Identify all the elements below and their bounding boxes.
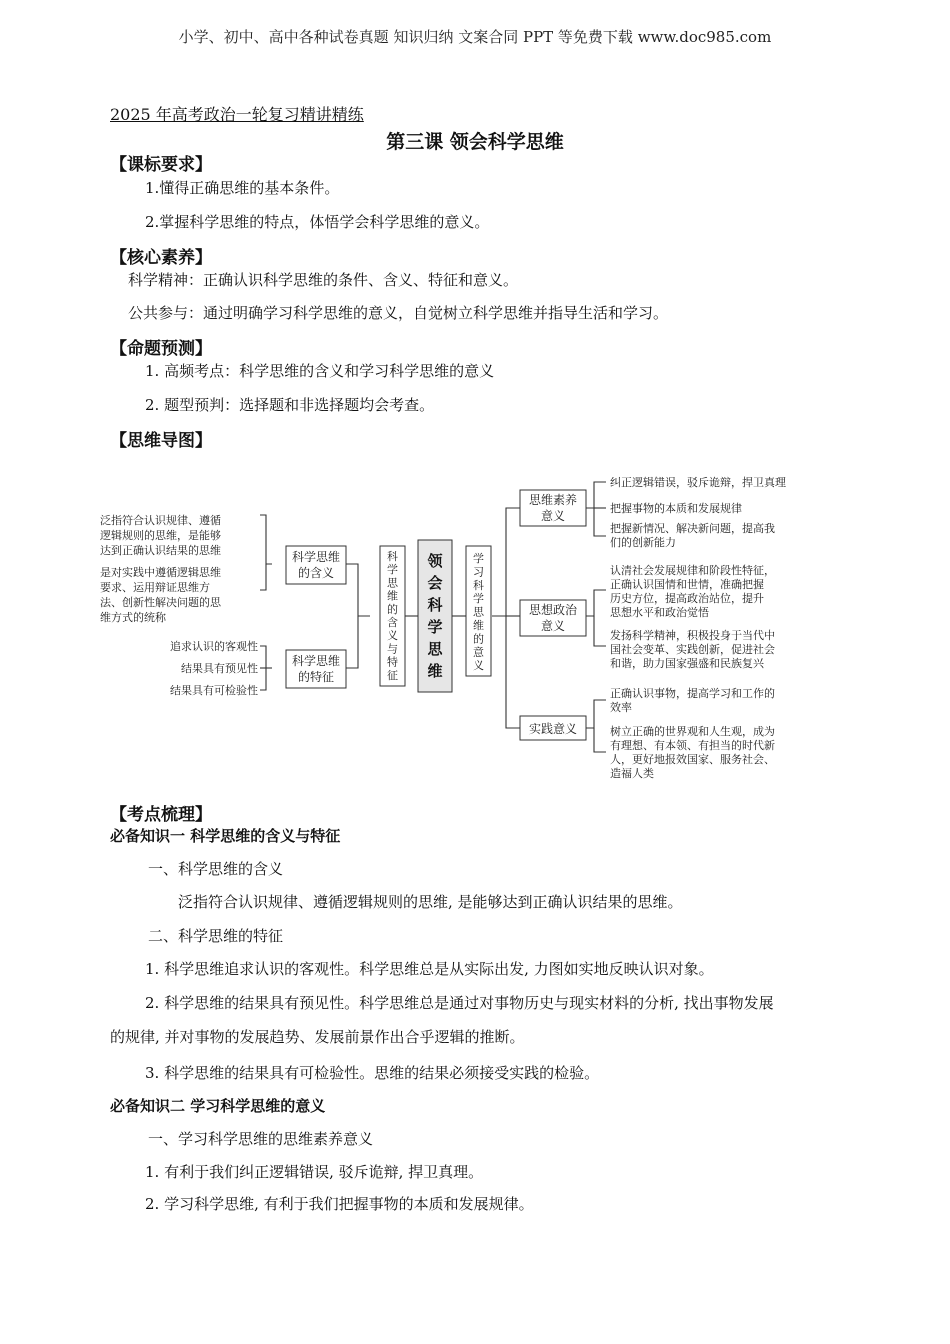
sig-item-line: 思想水平和政治觉悟: [610, 606, 709, 619]
forecast-heading: 【命题预测】: [110, 339, 212, 359]
lesson-title: 第三课 领会科学思维: [386, 131, 564, 153]
sig3-items: [610, 686, 775, 780]
curriculum-item: 2.掌握科学思维的特点，体悟学会科学思维的意义。: [145, 213, 490, 231]
box-line: 思想政治: [528, 603, 578, 617]
box-line: 的特征: [297, 670, 335, 684]
vertical-char: 含: [387, 616, 398, 629]
vertical-char: 科: [387, 550, 398, 563]
leaf-line: 法、创新性解决问题的思: [100, 596, 221, 609]
meaning-leaf-2: [100, 565, 222, 624]
vertical-char: 会: [427, 574, 443, 592]
mindmap-heading: 【思维导图】: [110, 431, 212, 451]
box-line: 意义: [540, 509, 566, 523]
literacy-item: 公共参与：通过明确学习科学思维的意义，自觉树立科学思维并指导生活和学习。: [128, 304, 669, 322]
leaf-line: 维方式的统称: [100, 611, 166, 624]
sig-item-line: 正确认识国情和世情，准确把握: [610, 578, 764, 591]
sig-item-line: 认清社会发展规律和阶段性特征，: [610, 564, 775, 577]
k1-subheading: 二、科学思维的特征: [148, 927, 284, 945]
vertical-char: 思: [473, 605, 484, 619]
vertical-char: 征: [387, 668, 398, 682]
meaning-box: [286, 546, 346, 584]
leaf-line: 逻辑规则的思维，是能够: [100, 529, 221, 542]
sig-item-line: 发扬科学精神，积极投身于当代中: [610, 629, 775, 642]
sig-item-line: 人，更好地报效国家、服务社会、: [610, 753, 775, 766]
sig3-box: [520, 716, 586, 740]
box-line: 科学思维: [291, 550, 341, 564]
vertical-char: 维: [473, 619, 484, 632]
k2-subheading: 一、学习科学思维的思维素养意义: [148, 1130, 374, 1148]
meaning-leaf-1: [100, 513, 221, 557]
curriculum-item: 1.懂得正确思维的基本条件。: [145, 179, 340, 197]
leaf-line: 达到正确认识结果的思维: [100, 544, 221, 557]
box-line: 科学思维: [291, 654, 341, 668]
feature-leaf: 追求认识的客观性: [170, 640, 258, 653]
mind-map: [100, 460, 840, 790]
sig-item-line: 有理想、有本领、有担当的时代新: [610, 739, 775, 752]
sig-item-line: 们的创新能力: [610, 536, 676, 549]
sig1-box: [520, 490, 586, 526]
feature-leaf: 结果具有可检验性: [170, 684, 258, 697]
leaf-line: 泛指符合认识规律、遵循: [100, 514, 221, 527]
vertical-char: 义: [473, 659, 484, 673]
vertical-char: 义: [387, 629, 398, 643]
box-line: 的含义: [297, 566, 335, 580]
vertical-char: 的: [473, 632, 484, 646]
sig-item-line: 历史方位，提高政治站位，提升: [610, 592, 764, 605]
sig2-items: [610, 563, 775, 670]
vertical-char: 思: [427, 640, 443, 658]
sig-item-line: 把握事物的本质和发展规律: [610, 502, 742, 515]
leaf-line: 是对实践中遵循逻辑思维: [100, 566, 221, 579]
k1-paragraph: 2. 科学思维的结果具有预见性。科学思维总是通过对事物历史与现实材料的分析, 找出事物发展: [145, 994, 774, 1012]
box-line: 意义: [540, 619, 566, 633]
vertical-char: 维: [427, 662, 443, 680]
vertical-char: 领: [427, 552, 443, 570]
feature-leaf: 结果具有预见性: [181, 662, 258, 675]
right-main-label: [473, 552, 485, 672]
box-line: 实践意义: [528, 722, 578, 736]
vertical-char: 特: [387, 655, 398, 669]
sig1-items: [610, 475, 786, 549]
sig-item-line: 效率: [610, 701, 632, 714]
sig-item-line: 纠正逻辑错误，驳斥诡辩，捍卫真理: [610, 476, 786, 489]
vertical-char: 维: [387, 589, 398, 603]
vertical-char: 的: [387, 602, 398, 616]
literacy-item: 科学精神：正确认识科学思维的条件、含义、特征和意义。: [128, 271, 519, 289]
forecast-item: 1. 高频考点：科学思维的含义和学习科学思维的意义: [145, 362, 495, 380]
vertical-char: 学: [427, 618, 443, 636]
leaf-line: 要求、运用辩证思维方: [100, 581, 210, 594]
box-line: 思维素养: [528, 493, 578, 507]
document-title: 2025 年高考政治一轮复习精讲精练: [110, 105, 364, 124]
vertical-char: 意: [473, 645, 484, 659]
k2-paragraph: 2. 学习科学思维, 有利于我们把握事物的本质和发展规律。: [145, 1195, 534, 1213]
feature-box: [286, 650, 346, 688]
vertical-char: 科: [427, 596, 443, 614]
sig-item-line: 国社会变革、实践创新，促进社会: [610, 643, 775, 656]
vertical-char: 思: [387, 576, 398, 590]
literacy-heading: 【核心素养】: [110, 248, 212, 268]
k1-paragraph: 1. 科学思维追求认识的客观性。科学思维总是从实际出发, 力图如实地反映认识对象。: [145, 960, 714, 978]
vertical-char: 习: [473, 565, 484, 579]
knowledge-2-title: 必备知识二 学习科学思维的意义: [110, 1097, 326, 1115]
k1-paragraph: 泛指符合认识规律、遵循逻辑规则的思维, 是能够达到正确认识结果的思维。: [178, 893, 683, 911]
left-main-label: [387, 549, 399, 682]
vertical-char: 学: [473, 552, 484, 565]
knowledge-1-title: 必备知识一 科学思维的含义与特征: [110, 827, 341, 845]
forecast-item: 2. 题型预判：选择题和非选择题均会考查。: [145, 396, 435, 414]
k1-subheading: 一、科学思维的含义: [148, 860, 284, 878]
sig-item-line: 正确认识事物，提高学习和工作的: [610, 687, 775, 700]
sig-item-line: 和谐，助力国家强盛和民族复兴: [610, 657, 764, 670]
review-heading: 【考点梳理】: [110, 805, 212, 825]
sig-item-line: 造福人类: [610, 767, 654, 780]
curriculum-heading: 【课标要求】: [110, 155, 212, 175]
sig-item-line: 树立正确的世界观和人生观，成为: [610, 725, 775, 738]
vertical-char: 科: [473, 578, 484, 592]
sig-item-line: 把握新情况、解决新问题，提高我: [610, 522, 775, 535]
vertical-char: 学: [387, 563, 398, 577]
sig2-box: [520, 600, 586, 636]
k2-paragraph: 1. 有利于我们纠正逻辑错误, 驳斥诡辩, 捍卫真理。: [145, 1163, 484, 1181]
vertical-char: 与: [387, 642, 398, 656]
vertical-char: 学: [473, 592, 484, 606]
k1-paragraph: 3. 科学思维的结果具有可检验性。思维的结果必须接受实践的检验。: [145, 1064, 600, 1082]
k1-paragraph: 的规律, 并对事物的发展趋势、发展前景作出合乎逻辑的推断。: [110, 1028, 525, 1046]
site-banner: 小学、初中、高中各种试卷真题 知识归纳 文案合同 PPT 等免费下载 www.doc985.com: [178, 28, 772, 46]
